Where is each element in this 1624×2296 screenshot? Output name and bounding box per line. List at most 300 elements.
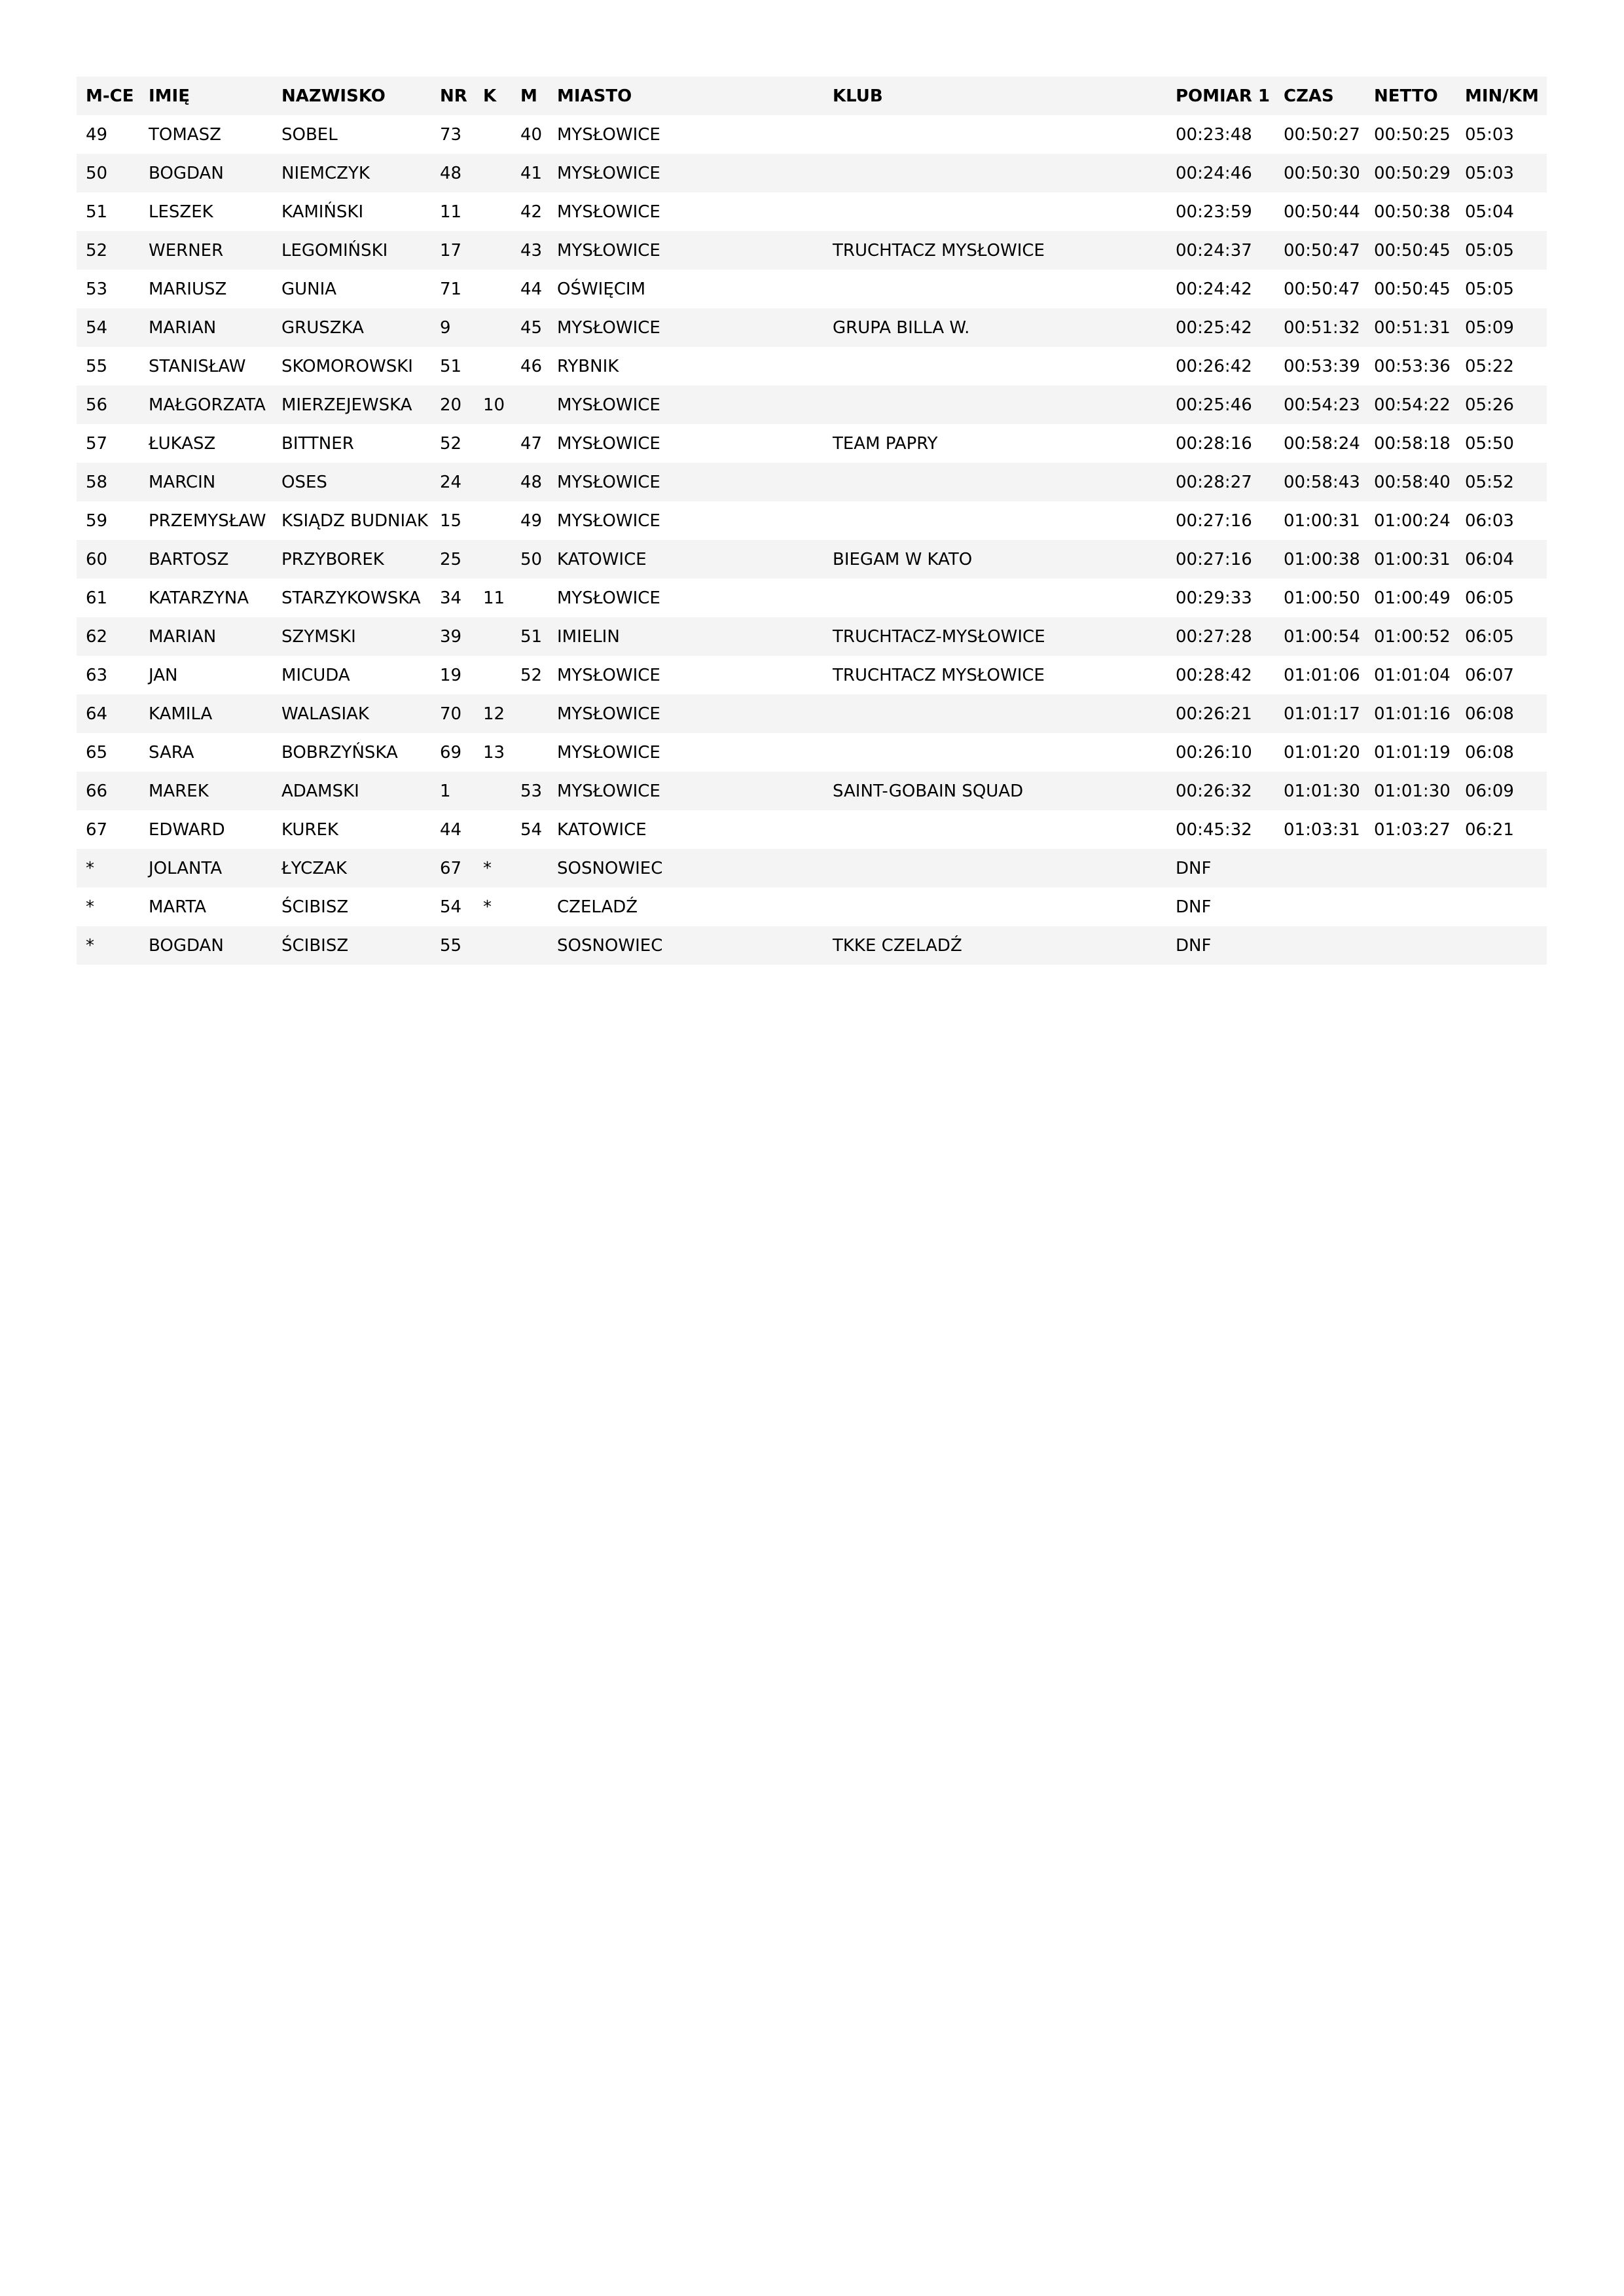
header-first-name: IMIĘ	[149, 86, 190, 106]
cell-place: 63	[86, 665, 108, 685]
cell-bib-number: 20	[440, 395, 462, 415]
cell-women-place	[474, 501, 511, 540]
cell-pace: 05:04	[1465, 202, 1514, 222]
cell-time: 01:03:31	[1284, 819, 1360, 840]
cell-first-name: JOLANTA	[149, 858, 223, 878]
cell-time: 00:50:47	[1284, 279, 1360, 299]
cell-net-time: 01:01:04	[1374, 665, 1451, 685]
cell-club: SAINT-GOBAIN SQUAD	[833, 781, 1024, 801]
cell-last-name: BITTNER	[281, 433, 354, 454]
cell-pace: 05:03	[1465, 124, 1514, 145]
cell-club	[823, 579, 1166, 617]
table-row	[77, 115, 1547, 154]
cell-city: IMIELIN	[557, 626, 620, 647]
cell-time: 00:54:23	[1284, 395, 1360, 415]
cell-bib-number: 71	[440, 279, 462, 299]
cell-pace: 06:05	[1465, 588, 1514, 608]
cell-split-1: 00:28:16	[1176, 433, 1252, 454]
cell-last-name: STARZYKOWSKA	[281, 588, 421, 608]
cell-split-1: 00:24:42	[1176, 279, 1252, 299]
cell-city: MYSŁOWICE	[557, 163, 660, 183]
cell-club: TEAM PAPRY	[833, 433, 938, 454]
cell-pace: 06:03	[1465, 511, 1514, 531]
cell-city: MYSŁOWICE	[557, 395, 660, 415]
cell-bib-number: 55	[440, 935, 462, 956]
cell-women-place: 12	[483, 704, 505, 724]
cell-men-place: 43	[520, 240, 543, 260]
table-row	[77, 270, 1547, 308]
header-women-place: K	[483, 86, 497, 106]
cell-bib-number: 48	[440, 163, 462, 183]
cell-last-name: LEGOMIŃSKI	[281, 240, 388, 260]
cell-last-name: MIERZEJEWSKA	[281, 395, 412, 415]
cell-split-1: 00:24:46	[1176, 163, 1252, 183]
cell-women-place	[474, 540, 511, 579]
cell-split-1: 00:24:37	[1176, 240, 1252, 260]
cell-time: 01:00:31	[1284, 511, 1360, 531]
cell-place: 57	[86, 433, 108, 454]
cell-place: 50	[86, 163, 108, 183]
cell-first-name: ŁUKASZ	[149, 433, 216, 454]
cell-place: 54	[86, 317, 108, 338]
cell-last-name: ŚCIBISZ	[281, 935, 349, 956]
cell-time	[1274, 926, 1365, 965]
cell-first-name: MARIAN	[149, 317, 217, 338]
cell-city: OŚWIĘCIM	[557, 279, 646, 299]
cell-city: MYSŁOWICE	[557, 665, 660, 685]
cell-pace: 05:22	[1465, 356, 1514, 376]
cell-men-place: 44	[520, 279, 543, 299]
table-row	[77, 231, 1547, 270]
cell-time: 00:50:27	[1284, 124, 1360, 145]
header-time: CZAS	[1284, 86, 1334, 106]
table-row	[77, 154, 1547, 192]
cell-bib-number: 19	[440, 665, 462, 685]
cell-pace	[1456, 888, 1547, 926]
cell-bib-number: 34	[440, 588, 462, 608]
cell-women-place: 11	[483, 588, 505, 608]
cell-men-place: 46	[520, 356, 543, 376]
cell-women-place	[474, 308, 511, 347]
table-row	[77, 888, 1547, 926]
cell-bib-number: 39	[440, 626, 462, 647]
cell-last-name: GUNIA	[281, 279, 337, 299]
cell-net-time: 01:00:31	[1374, 549, 1451, 569]
cell-men-place: 47	[520, 433, 543, 454]
cell-women-place	[474, 656, 511, 694]
cell-club	[823, 154, 1166, 192]
cell-split-1: 00:23:48	[1176, 124, 1252, 145]
cell-men-place: 41	[520, 163, 543, 183]
header-bib-number: NR	[440, 86, 467, 106]
cell-men-place	[511, 386, 548, 424]
header-place: M-CE	[86, 86, 134, 106]
cell-men-place: 40	[520, 124, 543, 145]
cell-time	[1274, 888, 1365, 926]
cell-pace: 06:07	[1465, 665, 1514, 685]
cell-city: MYSŁOWICE	[557, 124, 660, 145]
cell-time: 00:50:44	[1284, 202, 1360, 222]
cell-women-place	[474, 154, 511, 192]
cell-net-time: 00:53:36	[1374, 356, 1451, 376]
cell-bib-number: 1	[440, 781, 451, 801]
cell-club	[823, 270, 1166, 308]
cell-net-time: 01:01:30	[1374, 781, 1451, 801]
table-row	[77, 540, 1547, 579]
cell-men-place: 53	[520, 781, 543, 801]
cell-club	[823, 810, 1166, 849]
header-club: KLUB	[833, 86, 883, 106]
table-row	[77, 192, 1547, 231]
cell-club	[823, 501, 1166, 540]
cell-city: KATOWICE	[557, 549, 647, 569]
cell-men-place: 50	[520, 549, 543, 569]
cell-last-name: MICUDA	[281, 665, 350, 685]
cell-men-place: 51	[520, 626, 543, 647]
cell-split-1: 00:45:32	[1176, 819, 1252, 840]
cell-club	[823, 888, 1166, 926]
cell-women-place	[474, 617, 511, 656]
cell-city: MYSŁOWICE	[557, 511, 660, 531]
cell-pace: 05:50	[1465, 433, 1514, 454]
cell-place: 64	[86, 704, 108, 724]
cell-men-place	[511, 733, 548, 772]
table-row	[77, 308, 1547, 347]
cell-last-name: GRUSZKA	[281, 317, 364, 338]
cell-split-1: 00:26:10	[1176, 742, 1252, 762]
cell-split-1: 00:25:42	[1176, 317, 1252, 338]
cell-split-1: 00:26:32	[1176, 781, 1252, 801]
cell-net-time: 01:01:19	[1374, 742, 1451, 762]
table-row	[77, 733, 1547, 772]
cell-last-name: ŚCIBISZ	[281, 897, 349, 917]
cell-time: 01:01:30	[1284, 781, 1360, 801]
cell-last-name: ADAMSKI	[281, 781, 359, 801]
cell-net-time: 00:58:40	[1374, 472, 1451, 492]
cell-women-place	[474, 270, 511, 308]
header-net-time: NETTO	[1374, 86, 1438, 106]
cell-place: 49	[86, 124, 108, 145]
cell-club	[823, 386, 1166, 424]
table-body	[77, 115, 1547, 965]
cell-first-name: BOGDAN	[149, 163, 224, 183]
cell-place: 66	[86, 781, 108, 801]
cell-club: BIEGAM W KATO	[833, 549, 973, 569]
cell-city: MYSŁOWICE	[557, 781, 660, 801]
cell-bib-number: 9	[440, 317, 451, 338]
cell-bib-number: 52	[440, 433, 462, 454]
cell-first-name: LESZEK	[149, 202, 213, 222]
cell-net-time: 01:00:24	[1374, 511, 1451, 531]
cell-city: CZELADŹ	[557, 897, 638, 917]
cell-time: 01:00:54	[1284, 626, 1360, 647]
cell-pace	[1456, 926, 1547, 965]
cell-split-1: 00:27:16	[1176, 549, 1252, 569]
table-row	[77, 579, 1547, 617]
header-men-place: M	[520, 86, 537, 106]
cell-club: TRUCHTACZ MYSŁOWICE	[833, 665, 1045, 685]
cell-first-name: JAN	[149, 665, 178, 685]
cell-first-name: MAREK	[149, 781, 209, 801]
cell-city: MYSŁOWICE	[557, 433, 660, 454]
cell-club: TRUCHTACZ-MYSŁOWICE	[833, 626, 1045, 647]
header-city: MIASTO	[557, 86, 632, 106]
cell-pace: 06:08	[1465, 742, 1514, 762]
cell-bib-number: 54	[440, 897, 462, 917]
cell-city: MYSŁOWICE	[557, 742, 660, 762]
cell-women-place: *	[483, 897, 492, 917]
cell-bib-number: 70	[440, 704, 462, 724]
cell-women-place	[474, 772, 511, 810]
cell-last-name: SOBEL	[281, 124, 338, 145]
cell-men-place	[511, 888, 548, 926]
cell-club: GRUPA BILLA W.	[833, 317, 970, 338]
table-row	[77, 926, 1547, 965]
cell-women-place: *	[483, 858, 492, 878]
cell-men-place	[511, 849, 548, 888]
cell-club: TKKE CZELADŹ	[833, 935, 962, 956]
header-last-name: NAZWISKO	[281, 86, 386, 106]
cell-time: 01:01:06	[1284, 665, 1360, 685]
cell-city: KATOWICE	[557, 819, 647, 840]
cell-split-1: 00:25:46	[1176, 395, 1252, 415]
cell-women-place	[474, 231, 511, 270]
cell-pace: 05:05	[1465, 279, 1514, 299]
header-split-1: POMIAR 1	[1176, 86, 1270, 106]
cell-place: 67	[86, 819, 108, 840]
cell-net-time: 00:54:22	[1374, 395, 1451, 415]
cell-club	[823, 347, 1166, 386]
cell-net-time: 00:50:25	[1374, 124, 1451, 145]
cell-time: 01:01:20	[1284, 742, 1360, 762]
cell-split-1: DNF	[1176, 897, 1212, 917]
cell-city: RYBNIK	[557, 356, 619, 376]
cell-time: 00:53:39	[1284, 356, 1360, 376]
cell-pace: 06:09	[1465, 781, 1514, 801]
cell-net-time: 01:00:49	[1374, 588, 1451, 608]
cell-net-time: 00:50:29	[1374, 163, 1451, 183]
table-row	[77, 424, 1547, 463]
cell-first-name: MARTA	[149, 897, 207, 917]
cell-first-name: KAMILA	[149, 704, 213, 724]
cell-city: MYSŁOWICE	[557, 588, 660, 608]
cell-last-name: SKOMOROWSKI	[281, 356, 413, 376]
cell-first-name: EDWARD	[149, 819, 225, 840]
cell-net-time	[1365, 926, 1456, 965]
table-row	[77, 656, 1547, 694]
cell-last-name: WALASIAK	[281, 704, 369, 724]
cell-women-place: 13	[483, 742, 505, 762]
cell-place: *	[86, 935, 94, 956]
cell-place: 56	[86, 395, 108, 415]
cell-first-name: PRZEMYSŁAW	[149, 511, 266, 531]
cell-bib-number: 51	[440, 356, 462, 376]
cell-pace: 05:05	[1465, 240, 1514, 260]
cell-place: 59	[86, 511, 108, 531]
cell-bib-number: 67	[440, 858, 462, 878]
cell-bib-number: 24	[440, 472, 462, 492]
cell-place: *	[86, 897, 94, 917]
cell-bib-number: 15	[440, 511, 462, 531]
cell-split-1: DNF	[1176, 858, 1212, 878]
cell-first-name: MARIAN	[149, 626, 217, 647]
cell-men-place	[511, 926, 548, 965]
cell-place: 51	[86, 202, 108, 222]
cell-pace: 06:21	[1465, 819, 1514, 840]
cell-club: TRUCHTACZ MYSŁOWICE	[833, 240, 1045, 260]
cell-bib-number: 11	[440, 202, 462, 222]
cell-first-name: BOGDAN	[149, 935, 224, 956]
cell-net-time: 01:00:52	[1374, 626, 1451, 647]
cell-net-time: 00:50:45	[1374, 279, 1451, 299]
cell-club	[823, 192, 1166, 231]
cell-place: 58	[86, 472, 108, 492]
cell-club	[823, 849, 1166, 888]
cell-split-1: 00:28:27	[1176, 472, 1252, 492]
cell-first-name: MAŁGORZATA	[149, 395, 266, 415]
cell-pace	[1456, 849, 1547, 888]
cell-split-1: 00:29:33	[1176, 588, 1252, 608]
cell-first-name: TOMASZ	[149, 124, 221, 145]
cell-place: 65	[86, 742, 108, 762]
cell-men-place: 54	[520, 819, 543, 840]
cell-pace: 05:26	[1465, 395, 1514, 415]
cell-time: 00:51:32	[1284, 317, 1360, 338]
cell-first-name: BARTOSZ	[149, 549, 229, 569]
cell-men-place: 48	[520, 472, 543, 492]
cell-bib-number: 17	[440, 240, 462, 260]
cell-pace: 05:09	[1465, 317, 1514, 338]
table-row	[77, 617, 1547, 656]
table-row	[77, 386, 1547, 424]
cell-time: 00:50:30	[1284, 163, 1360, 183]
cell-time: 01:00:38	[1284, 549, 1360, 569]
cell-split-1: 00:26:42	[1176, 356, 1252, 376]
cell-time: 00:58:24	[1284, 433, 1360, 454]
table-row	[77, 501, 1547, 540]
cell-pace: 05:03	[1465, 163, 1514, 183]
cell-men-place	[511, 579, 548, 617]
cell-first-name: SARA	[149, 742, 194, 762]
cell-club	[823, 115, 1166, 154]
cell-bib-number: 73	[440, 124, 462, 145]
cell-last-name: ŁYCZAK	[281, 858, 347, 878]
cell-last-name: OSES	[281, 472, 327, 492]
cell-first-name: MARIUSZ	[149, 279, 227, 299]
cell-net-time	[1365, 849, 1456, 888]
cell-last-name: KUREK	[281, 819, 338, 840]
cell-pace: 06:08	[1465, 704, 1514, 724]
cell-women-place: 10	[483, 395, 505, 415]
cell-men-place: 45	[520, 317, 543, 338]
cell-men-place	[511, 694, 548, 733]
cell-women-place	[474, 810, 511, 849]
cell-first-name: KATARZYNA	[149, 588, 249, 608]
cell-place: 53	[86, 279, 108, 299]
cell-net-time	[1365, 888, 1456, 926]
cell-city: MYSŁOWICE	[557, 472, 660, 492]
cell-split-1: 00:27:28	[1176, 626, 1252, 647]
cell-place: 62	[86, 626, 108, 647]
header-pace: MIN/KM	[1465, 86, 1539, 106]
cell-time	[1274, 849, 1365, 888]
cell-net-time: 00:58:18	[1374, 433, 1451, 454]
cell-city: MYSŁOWICE	[557, 317, 660, 338]
table-row	[77, 810, 1547, 849]
cell-place: *	[86, 858, 94, 878]
cell-pace: 05:52	[1465, 472, 1514, 492]
cell-city: SOSNOWIEC	[557, 935, 663, 956]
cell-city: MYSŁOWICE	[557, 202, 660, 222]
cell-time: 00:58:43	[1284, 472, 1360, 492]
cell-first-name: MARCIN	[149, 472, 216, 492]
cell-club	[823, 463, 1166, 501]
cell-club	[823, 733, 1166, 772]
cell-city: MYSŁOWICE	[557, 704, 660, 724]
cell-split-1: 00:28:42	[1176, 665, 1252, 685]
table-row	[77, 347, 1547, 386]
cell-last-name: KSIĄDZ BUDNIAK	[281, 511, 428, 531]
cell-pace: 06:04	[1465, 549, 1514, 569]
cell-time: 00:50:47	[1284, 240, 1360, 260]
cell-men-place: 42	[520, 202, 543, 222]
cell-bib-number: 69	[440, 742, 462, 762]
cell-split-1: DNF	[1176, 935, 1212, 956]
cell-place: 55	[86, 356, 108, 376]
cell-women-place	[474, 115, 511, 154]
cell-place: 52	[86, 240, 108, 260]
cell-first-name: WERNER	[149, 240, 224, 260]
table-header	[77, 77, 1547, 115]
cell-bib-number: 44	[440, 819, 462, 840]
cell-split-1: 00:23:59	[1176, 202, 1252, 222]
cell-net-time: 00:50:38	[1374, 202, 1451, 222]
cell-women-place	[474, 347, 511, 386]
header-row	[77, 77, 1547, 115]
cell-men-place: 52	[520, 665, 543, 685]
cell-split-1: 00:26:21	[1176, 704, 1252, 724]
table-row	[77, 694, 1547, 733]
cell-time: 01:00:50	[1284, 588, 1360, 608]
cell-women-place	[474, 192, 511, 231]
cell-net-time: 01:01:16	[1374, 704, 1451, 724]
cell-place: 61	[86, 588, 108, 608]
cell-last-name: PRZYBOREK	[281, 549, 384, 569]
table-row	[77, 772, 1547, 810]
results-table	[77, 77, 1547, 965]
cell-net-time: 00:50:45	[1374, 240, 1451, 260]
cell-last-name: SZYMSKI	[281, 626, 356, 647]
cell-last-name: NIEMCZYK	[281, 163, 370, 183]
cell-women-place	[474, 463, 511, 501]
cell-men-place: 49	[520, 511, 543, 531]
cell-time: 01:01:17	[1284, 704, 1360, 724]
table-row	[77, 849, 1547, 888]
cell-women-place	[474, 424, 511, 463]
cell-net-time: 01:03:27	[1374, 819, 1451, 840]
cell-last-name: KAMIŃSKI	[281, 202, 364, 222]
table-row	[77, 463, 1547, 501]
cell-split-1: 00:27:16	[1176, 511, 1252, 531]
cell-club	[823, 694, 1166, 733]
cell-last-name: BOBRZYŃSKA	[281, 742, 398, 762]
cell-bib-number: 25	[440, 549, 462, 569]
cell-city: MYSŁOWICE	[557, 240, 660, 260]
cell-place: 60	[86, 549, 108, 569]
cell-first-name: STANISŁAW	[149, 356, 246, 376]
cell-net-time: 00:51:31	[1374, 317, 1451, 338]
cell-women-place	[474, 926, 511, 965]
